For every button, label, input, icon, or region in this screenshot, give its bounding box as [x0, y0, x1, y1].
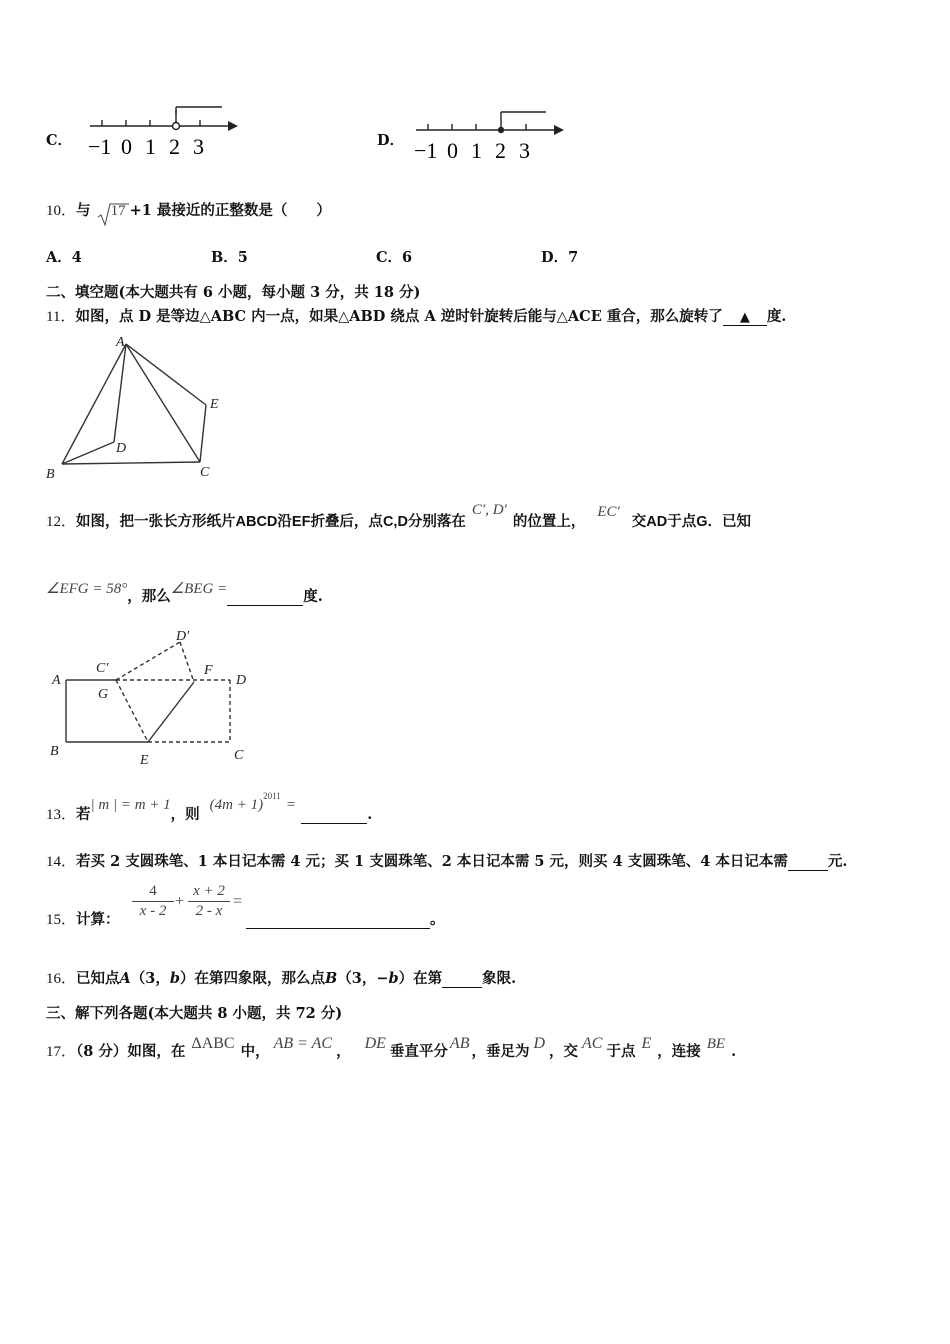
question-16 [46, 967, 516, 988]
option-b: B．5 [211, 249, 248, 266]
fraction-numerator: 4 [132, 883, 174, 902]
radicand: 17 [110, 203, 126, 219]
math-angle-efg: ∠EFG = 58° [46, 581, 128, 597]
figure-triangle-rotation [40, 332, 240, 484]
question-number: 11． [46, 309, 76, 325]
number-line-c [80, 100, 250, 162]
point-label-a: A [116, 335, 125, 350]
q11-text: 如图，点 D 是等边△ABC 内一点，如果△ABD 绕点 A 逆时针旋转后能与△ACE 重合，那么旋转了 [75, 308, 723, 325]
q11-tail: 度. [766, 308, 787, 325]
q17-text: ，垂足为 [471, 1043, 530, 1060]
question-17 [46, 1035, 737, 1061]
q16-point-a: A [119, 970, 131, 987]
question-number: 15． [46, 912, 77, 928]
math-equals: = [286, 797, 296, 813]
question-number: 17． [46, 1044, 77, 1060]
section-2-heading: 二、填空题(本大题共有 6 小题，每小题 3 分，共 18 分) [46, 284, 421, 301]
q17-tail: . [731, 1043, 737, 1060]
math-be: BE [706, 1036, 726, 1052]
math-de: DE [364, 1035, 386, 1052]
q17-text: ，连接 [657, 1043, 701, 1060]
math-d: D [533, 1035, 546, 1052]
q16-point-b: B [325, 970, 338, 987]
point-label-b: B [46, 467, 55, 482]
q16-var-b: b [388, 970, 399, 987]
answer-blank[interactable] [301, 806, 367, 824]
q12-ef: EF [291, 514, 311, 530]
q12-g: G [696, 514, 708, 530]
math-abs-m: | m | = m + 1 [90, 797, 171, 813]
option-c: C．6 [376, 249, 413, 266]
question-11 [46, 305, 786, 326]
math-angle-beg: ∠BEG = [170, 581, 228, 597]
fraction-numerator: x + 2 [188, 883, 230, 902]
point-label-d-prime: D′ [176, 629, 190, 644]
q16-text: 已知点 [76, 970, 120, 987]
question-13 [46, 791, 373, 824]
q10-pre: 与 [76, 202, 91, 219]
q12-text: 沿 [277, 513, 292, 530]
q14-text: 若买 2 支圆珠笔、1 本日记本需 4 元；买 1 支圆珠笔、2 本日记本需 5 元，则买 4 支圆珠笔、4 本日记本需 [76, 853, 788, 870]
q12-text: 折叠后，点 [310, 513, 383, 530]
fraction-1 [132, 883, 174, 920]
tick-label: 2 [495, 138, 506, 163]
option-d-label: D． [377, 132, 405, 149]
plus-sign: + [175, 893, 185, 910]
point-label-f: F [204, 663, 213, 678]
q17-text: （8 分）如图，在 [76, 1043, 186, 1060]
q12-abcd: ABCD [235, 514, 278, 530]
point-label-a: A [52, 673, 61, 688]
point-label-g: G [98, 687, 109, 702]
figure-folded-rectangle [40, 622, 270, 770]
question-number: 14． [46, 854, 77, 870]
q16-text: （3， [130, 970, 170, 987]
point-label-e: E [210, 397, 219, 412]
q16-text: ）在第 [398, 970, 443, 987]
q12-text: 分别落在 [407, 513, 466, 530]
q12-text: ．已知 [707, 513, 752, 530]
answer-blank[interactable] [246, 911, 430, 929]
section-3-heading: 三、解下列各题(本大题共 8 小题，共 72 分) [46, 1005, 343, 1022]
math-ac: AC [582, 1035, 603, 1052]
q12-text: 于点 [667, 513, 697, 530]
q16-var-b: b [169, 970, 181, 987]
q14-tail: 元. [827, 853, 848, 870]
tick-label: 1 [471, 138, 482, 163]
point-label-d: D [236, 673, 247, 688]
question-10 [46, 199, 331, 220]
point-label-d: D [116, 441, 127, 456]
option-d: D．7 [541, 249, 579, 266]
equals-sign: = [233, 893, 243, 910]
q12-text: 交 [631, 513, 647, 530]
tick-label: 0 [121, 134, 132, 159]
point-label-c: C [200, 465, 210, 480]
math-power-base: (4m + 1) [209, 797, 264, 813]
tick-label: 2 [169, 134, 180, 159]
q16-text: ）在第四象限，那么点 [180, 970, 326, 987]
answer-blank[interactable]: ▲ [723, 310, 767, 326]
q12-ad: AD [646, 514, 668, 530]
q17-text: ， [336, 1043, 351, 1060]
fraction-denominator: 2 - x [195, 903, 223, 919]
math-c-d-prime: C′, D′ [471, 502, 507, 518]
tick-label: 0 [447, 138, 458, 163]
number-line-d [406, 104, 576, 166]
question-15-answer [246, 908, 445, 929]
math-exponent: 2011 [263, 791, 281, 801]
answer-blank[interactable] [788, 853, 828, 871]
q13-text: 若 [76, 806, 91, 823]
math-triangle-abc: ΔABC [191, 1035, 235, 1052]
math-e: E [641, 1035, 652, 1052]
question-14 [46, 850, 847, 871]
q13-tail: . [367, 806, 373, 823]
q12-cd: C,D [382, 514, 408, 530]
q16-text: （3，− [337, 970, 389, 987]
q12-text: ，那么 [127, 588, 171, 605]
q16-tail: 象限. [482, 970, 517, 987]
q17-text: ，交 [549, 1043, 579, 1060]
math-ab-eq-ac: AB = AC [273, 1035, 333, 1052]
question-number: 16． [46, 971, 77, 987]
tick-label: 3 [193, 134, 204, 159]
question-number: 13． [46, 807, 77, 823]
q13-text: ，则 [170, 806, 200, 823]
q17-text: 中， [240, 1043, 270, 1060]
tick-label: −1 [414, 138, 438, 163]
point-label-c-prime: C′ [96, 661, 109, 676]
point-label-e: E [140, 753, 149, 768]
tick-label: 3 [519, 138, 530, 163]
fraction-2 [188, 883, 230, 920]
question-15-label [46, 908, 120, 929]
answer-blank[interactable] [442, 970, 482, 988]
tick-label: −1 [88, 134, 112, 159]
question-number: 12． [46, 514, 77, 530]
q12-tail: 度. [303, 588, 323, 605]
question-12-line2 [46, 581, 323, 606]
option-a: A．4 [46, 249, 82, 266]
math-ec-prime: EC′ [597, 504, 620, 520]
question-number: 10． [46, 203, 77, 219]
point-label-c: C [234, 748, 244, 763]
q17-text: 垂直平分 [389, 1043, 448, 1060]
q12-text: 的位置上， [512, 513, 586, 530]
math-ab: AB [449, 1035, 470, 1052]
q10-post: +1 最接近的正整数是（ ） [129, 202, 331, 219]
q15-text: 计算： [76, 911, 120, 928]
point-label-b: B [50, 744, 59, 759]
answer-blank[interactable] [227, 588, 303, 606]
question-12 [46, 502, 752, 531]
q15-tail: 。 [430, 911, 445, 928]
option-c-label: C． [46, 132, 73, 149]
q12-text: 如图，把一张长方形纸片 [76, 513, 236, 530]
fraction-denominator: x - 2 [139, 903, 167, 919]
tick-label: 1 [145, 134, 156, 159]
q17-text: 于点 [606, 1043, 636, 1060]
